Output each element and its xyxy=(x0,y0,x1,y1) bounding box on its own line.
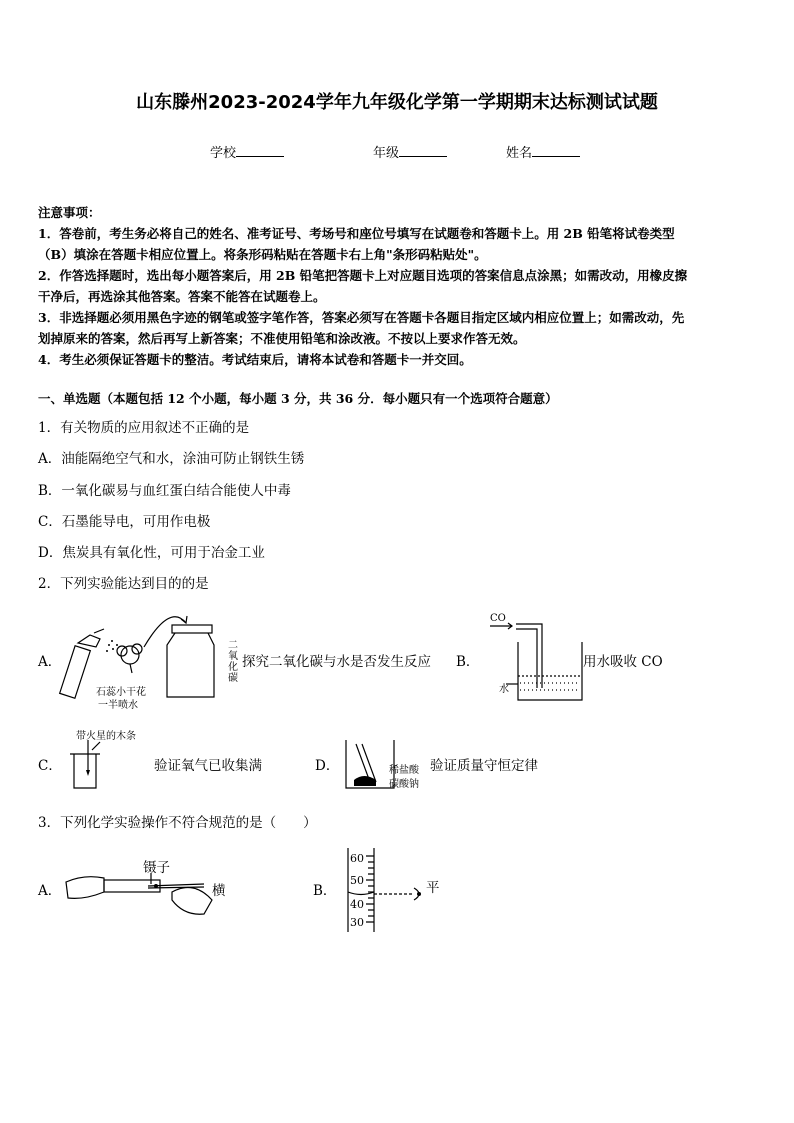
q3-option-b-text: 平 xyxy=(426,880,440,896)
water-label: 水 xyxy=(499,684,509,695)
co-label: CO xyxy=(490,613,506,624)
co2-label xyxy=(228,640,240,684)
school-blank xyxy=(236,144,284,157)
grade-blank xyxy=(399,144,447,157)
notice-line: （B）填涂在答题卡相应位置上。将条形码粘贴在答题卡右上角"条形码粘贴处"。 xyxy=(38,247,487,262)
tick-label: 60 xyxy=(350,852,364,865)
q2-option-a-letter: A． xyxy=(38,654,62,670)
tick-label: 30 xyxy=(350,916,364,929)
q2-option-c-text: 验证氧气已收集满 xyxy=(154,758,262,774)
question-2-stem: 2．下列实验能达到目的的是 xyxy=(38,576,209,592)
notice-line: 3．非选择题必须用黑色字迹的钢笔或签字笔作答，答案必须写在答题卡各题目指定区域内相应位置上；如需改动，先 xyxy=(38,310,685,325)
q1-option-a: A．油能隔绝空气和水，涂油可防止钢铁生锈 xyxy=(38,451,305,467)
tweezers-label: 镊子 xyxy=(143,860,170,876)
q2-option-c-letter: C． xyxy=(38,758,62,774)
test-tube-tweezers-diagram xyxy=(64,870,214,920)
grade-label: 年级 xyxy=(373,146,400,161)
name-blank xyxy=(532,144,580,157)
question-1-stem: 1．有关物质的应用叙述不正确的是 xyxy=(38,420,250,436)
co2-char: 碳 xyxy=(228,673,238,684)
tick-label: 40 xyxy=(350,898,364,911)
flower-label-1: 石蕊小干花 xyxy=(96,687,146,698)
grade-field xyxy=(373,142,447,161)
q2-option-a-text: 探究二氧化碳与水是否发生反应 xyxy=(242,654,431,670)
co2-char: 化 xyxy=(228,662,238,673)
notice-line: 2．作答选择题时，选出每小题答案后，用 2B 铅笔把答题卡上对应题目选项的答案信息点涂黑；如需改动，用橡皮擦 xyxy=(38,268,688,283)
notice-line: 划掉原来的答案，然后再写上新答案；不准使用铅笔和涂改液。不按以上要求作答无效。 xyxy=(38,331,526,346)
school-field xyxy=(210,142,284,161)
co2-char: 二 xyxy=(228,640,238,651)
beaker-co-diagram xyxy=(486,618,586,703)
notice-heading: 注意事项： xyxy=(38,205,101,220)
notice-line: 干净后，再选涂其他答案。答案不能答在试题卷上。 xyxy=(38,289,326,304)
notice-line: 1．答卷前，考生务必将自己的姓名、准考证号、考场号和座位号填写在试题卷和答题卡上。用 2B 铅笔将试卷类型 xyxy=(38,226,675,241)
q3-option-a-letter: A． xyxy=(38,883,62,899)
name-label: 姓名 xyxy=(506,146,533,161)
q1-option-b: B．一氧化碳易与血红蛋白结合能使人中毒 xyxy=(38,483,291,499)
notice-line: 4．考生必须保证答题卡的整洁。考试结束后，请将本试卷和答题卡一并交回。 xyxy=(38,352,472,367)
q1-option-c: C．石墨能导电，可用作电极 xyxy=(38,514,211,530)
q2-option-d-letter: D． xyxy=(315,758,340,774)
question-3-stem: 3．下列化学实验操作不符合规范的是（ ） xyxy=(38,815,317,831)
school-label: 学校 xyxy=(210,146,237,161)
q2-option-b-letter: B． xyxy=(456,654,480,670)
name-field xyxy=(506,142,580,161)
gas-jar-diagram xyxy=(64,740,114,790)
spray-bottle-and-jar-diagram xyxy=(60,605,240,705)
section-heading: 一、单选题（本题包括 12 个小题，每小题 3 分，共 36 分．每小题只有一个选项符合题意） xyxy=(38,391,558,406)
q3-option-a-text: 横 xyxy=(212,883,226,899)
co2-char: 氧 xyxy=(228,651,238,662)
salt-label: 碳酸钠 xyxy=(389,779,419,790)
page-title: 山东滕州2023-2024学年九年级化学第一学期期末达标测试试题 xyxy=(136,92,658,113)
tick-label: 50 xyxy=(350,874,364,887)
acid-label: 稀盐酸 xyxy=(389,765,419,776)
q2-option-d-text: 验证质量守恒定律 xyxy=(430,758,538,774)
q2-option-b-text: 用水吸收 CO xyxy=(583,654,663,670)
stick-label: 带火星的木条 xyxy=(76,731,136,742)
q1-option-d: D．焦炭具有氧化性，可用于冶金工业 xyxy=(38,545,265,561)
flower-label-2: 一半喷水 xyxy=(98,700,138,711)
q3-option-b-letter: B． xyxy=(313,883,337,899)
